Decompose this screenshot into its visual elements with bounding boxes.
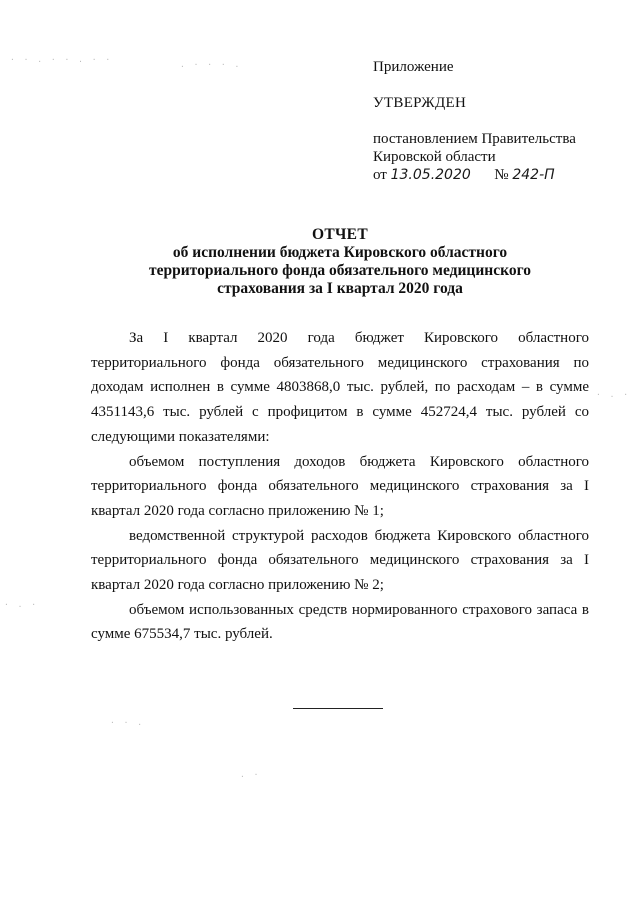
number-prefix: № (494, 167, 509, 183)
title-line-2: об исполнении бюджета Кировского областного (172, 244, 508, 261)
scan-noise: . · (240, 770, 261, 779)
title-heading: ОТЧЕТ (312, 226, 368, 243)
decree-line-1: постановлением Правительства (373, 131, 576, 147)
approval-block (373, 58, 633, 184)
closing-separator-line (293, 708, 383, 709)
scan-noise: · . · (4, 600, 39, 609)
item-paragraph-1: объемом поступления доходов бюджета Кировского областного территориального фонда обязательного медицинского страхования за I квартал 2020 года согласно приложению № 1; (91, 453, 589, 519)
report-body (91, 326, 589, 647)
title-line-3: территориального фонда обязательного медицинского (149, 262, 531, 279)
intro-paragraph: За I квартал 2020 года бюджет Кировского областного территориального фонда обязательного медицинского страхования по доходам исполнен в сумме 4803868,0 тыс. рублей, по расходам – в сумме 4351143,6 тыс. рублей с профицитом в сумме 452724,4 тыс. рублей со следующими показателями: (91, 330, 589, 445)
decree-date-line (373, 166, 633, 184)
item-paragraph-2: ведомственной структурой расходов бюджета Кировского областного территориального фонда обязательного медицинского страхования за I квартал 2020 года согласно приложению № 2; (91, 527, 589, 594)
handwritten-date: 13.05.2020 (390, 167, 471, 183)
handwritten-number: 242-П (512, 167, 555, 183)
approved-label: УТВЕРЖДЕН (373, 95, 467, 111)
item-paragraph-3: объемом использованных средств нормированного страхового запаса в сумме 675534,7 тыс. рублей. (91, 601, 589, 643)
title-line-4: страхования за I квартал 2020 года (217, 280, 463, 297)
date-prefix: от (373, 167, 387, 183)
appendix-label: Приложение (373, 59, 454, 75)
scan-noise: . · · · . (180, 60, 242, 69)
report-title (100, 226, 580, 298)
scan-noise: · · . · · . · · (10, 55, 113, 64)
scan-noise: · · . (110, 718, 145, 727)
scan-noise: · . · (596, 390, 631, 399)
decree-line-2: Кировской области (373, 149, 496, 165)
